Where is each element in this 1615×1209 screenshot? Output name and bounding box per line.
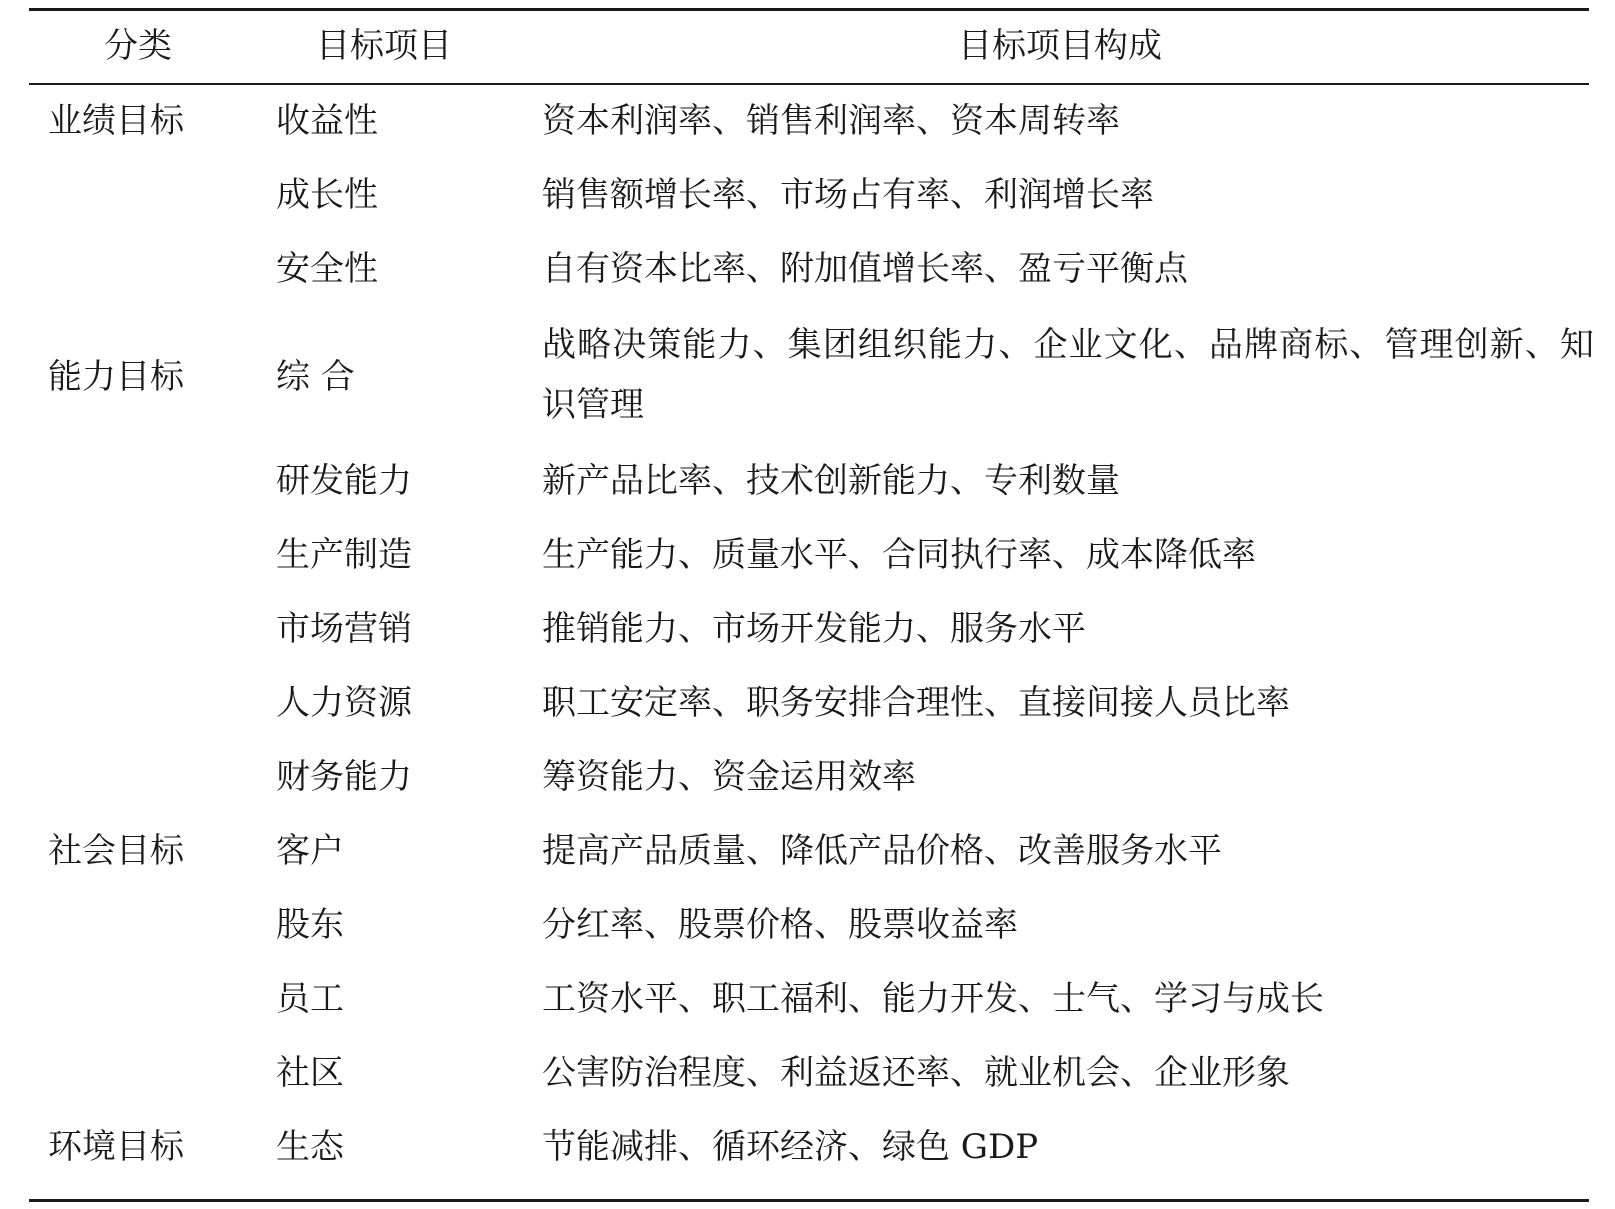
row-category: 环境目标: [48, 1127, 184, 1167]
table-top-rule: [29, 8, 1589, 11]
row-composition: 推销能力、市场开发能力、服务水平: [542, 609, 1086, 649]
row-item: 成长性: [276, 175, 378, 215]
row-composition: 分红率、股票价格、股票收益率: [542, 905, 1018, 945]
header-composition: 目标项目构成: [958, 26, 1162, 66]
row-composition: 资本利润率、销售利润率、资本周转率: [542, 101, 1120, 141]
row-item: 社区: [276, 1053, 344, 1093]
row-item: 客户: [276, 831, 344, 871]
row-composition: 新产品比率、技术创新能力、专利数量: [542, 461, 1120, 501]
row-composition: 公害防治程度、利益返还率、就业机会、企业形象: [542, 1053, 1290, 1093]
row-composition: 自有资本比率、附加值增长率、盈亏平衡点: [542, 249, 1188, 289]
row-composition: 生产能力、质量水平、合同执行率、成本降低率: [542, 535, 1256, 575]
table-bottom-rule: [29, 1199, 1589, 1202]
row-item: 安全性: [276, 249, 378, 289]
row-category: 能力目标: [48, 357, 184, 397]
row-composition: 节能减排、循环经济、绿色 GDP: [542, 1127, 1039, 1167]
row-composition: 提高产品质量、降低产品价格、改善服务水平: [542, 831, 1222, 871]
row-item: 市场营销: [276, 609, 412, 649]
row-composition: 战略决策能力、集团组织能力、企业文化、品牌商标、管理创新、知识管理: [542, 325, 1594, 425]
row-composition: 职工安定率、职务安排合理性、直接间接人员比率: [542, 683, 1290, 723]
table-header-rule: [29, 83, 1589, 85]
row-item: 股东: [276, 905, 344, 945]
header-category: 分类: [104, 26, 172, 66]
row-composition: 销售额增长率、市场占有率、利润增长率: [542, 175, 1154, 215]
row-category: 社会目标: [48, 831, 184, 871]
row-item: 生产制造: [276, 535, 412, 575]
row-item: 员工: [276, 979, 344, 1019]
row-composition: 工资水平、职工福利、能力开发、士气、学习与成长: [542, 979, 1324, 1019]
row-item: 研发能力: [276, 461, 412, 501]
row-item: 财务能力: [276, 757, 412, 797]
row-item: 综 合: [276, 357, 355, 397]
row-item: 生态: [276, 1127, 344, 1167]
row-composition: 筹资能力、资金运用效率: [542, 757, 916, 797]
row-category: 业绩目标: [48, 101, 184, 141]
header-item: 目标项目: [316, 26, 452, 66]
row-item: 人力资源: [276, 683, 412, 723]
row-item: 收益性: [276, 101, 378, 141]
